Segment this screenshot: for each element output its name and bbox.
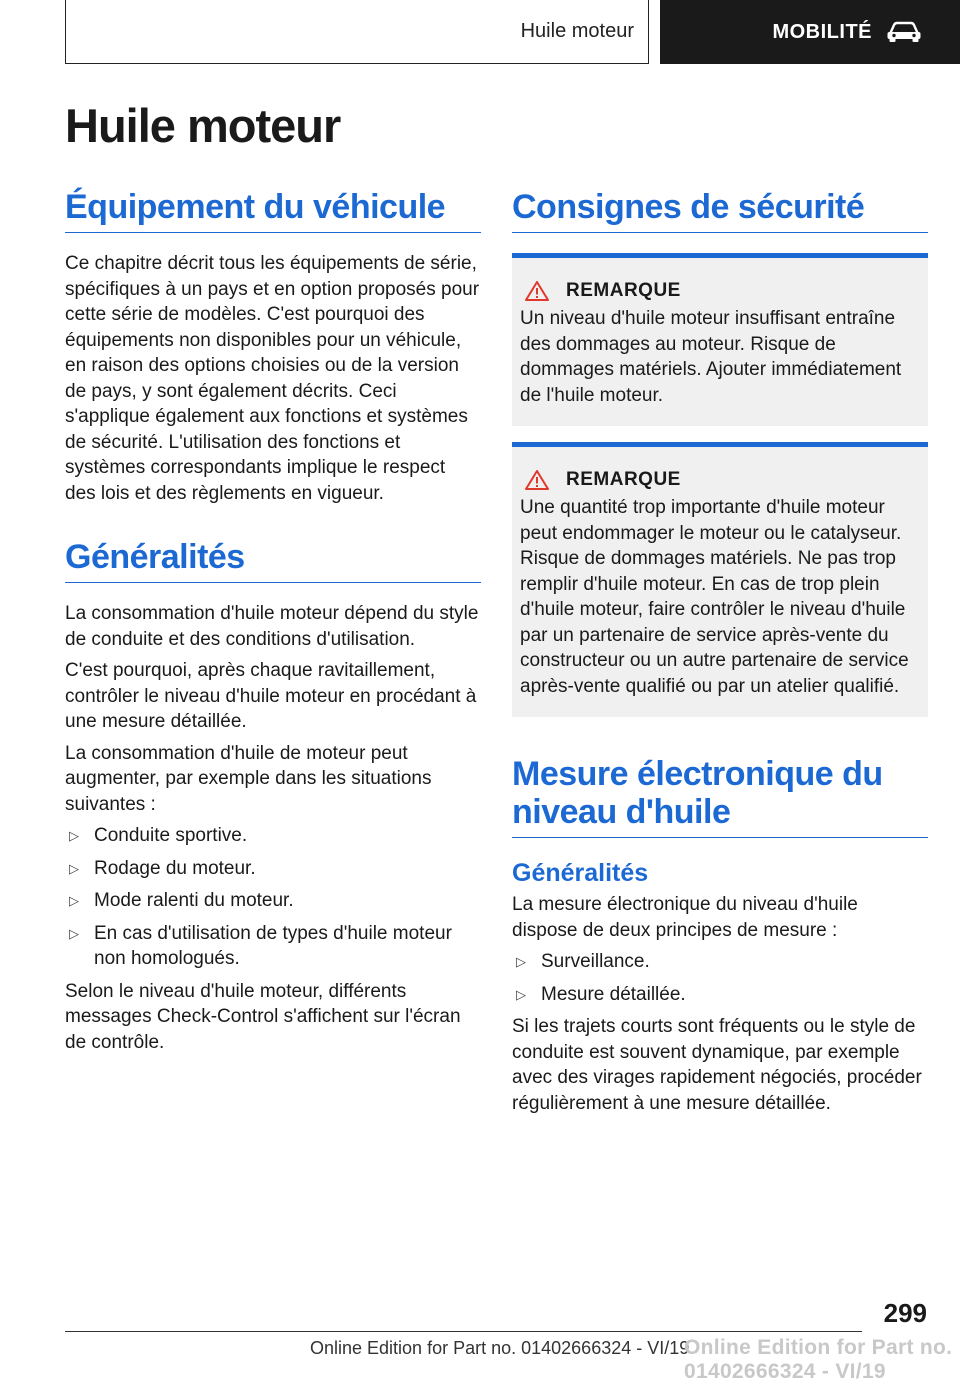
footer-divider [65, 1331, 862, 1332]
notice-box-2 [512, 442, 928, 717]
notice-text: Une quantité trop importante d'huile moteur peut endommager le moteur ou le catalyseur. Risque de dommages matériels. Ne pas trop remplir d'huile moteur. En cas de trop plein d'huile moteur, faire contrôler le niveau d'huile par un partenaire de service après-vente du constructeur ou un autre partenaire de service après-vente qualifié ou par un atelier qualifié. [520, 497, 909, 697]
list-item: ▷ Surveillance. [512, 949, 928, 975]
bullet-triangle-icon: ▷ [516, 986, 526, 1002]
notice-header [520, 469, 920, 491]
notice-box-1 [512, 253, 928, 426]
chapter-title: Huile moteur [520, 20, 634, 42]
bullet-triangle-icon: ▷ [69, 828, 79, 843]
page-title: Huile moteur [65, 99, 341, 152]
notice-text: Un niveau d'huile moteur insuffisant entraîne des dommages au moteur. Risque de dommages matériels. Ajouter immédiatement de l'huile moteur. [520, 308, 902, 406]
list-item: ▷ Conduite sportive. [65, 823, 481, 849]
measure-text-2: Si les trajets courts sont fréquents ou le style de conduite est souvent dynamique, par exemple avec des virages rapidement négociés, procéder régulièrement à une mesure détaillée. [512, 1016, 922, 1114]
watermark: Online Edition for Part no. 01402666324 - VI/19 [684, 1336, 953, 1383]
list-item: ▷ Mode ralenti du moteur. [65, 888, 481, 914]
general-text-3: La consommation d'huile de moteur peut augmenter, par exemple dans les situations suivantes : [65, 742, 432, 815]
measure-list [512, 949, 928, 1007]
bullet-triangle-icon: ▷ [69, 893, 79, 908]
right-column [512, 188, 928, 1122]
notice-header [520, 280, 920, 302]
heading-electronic-measure: Mesure électronique du niveau d'huile [512, 755, 928, 838]
general-text-4: Selon le niveau d'huile moteur, différents messages Check-Control s'affichent sur l'écran de contrôle. [65, 980, 461, 1053]
general-text-1: La consommation d'huile moteur dépend du style de conduite et des conditions d'utilisation. [65, 603, 479, 650]
notice-label: REMARQUE [566, 280, 681, 301]
chapter-tab [65, 0, 649, 64]
page-number: 299 [883, 1298, 927, 1328]
bullet-triangle-icon: ▷ [69, 860, 79, 876]
footer-edition: Online Edition for Part no. 01402666324 - VI/19 [310, 1338, 690, 1358]
heading-equipment: Équipement du véhicule [65, 188, 481, 233]
general-text-2: C'est pourquoi, après chaque ravitaillement, contrôler le niveau d'huile moteur en procédant à une mesure détaillée. [65, 660, 477, 732]
equipment-text: Ce chapitre décrit tous les équipements de série, spécifiques à un pays et en option proposés pour cette série de modèles. C'est pourquoi des équipements non disponibles pour un véhicule, en raison des options choisies ou de la version de pays, y sont également décrits. Ceci s'applique également aux fonctions et systèmes de sécurité. L'utilisation des fonctions et systèmes correspondants implique le respect des lois et des règlements en vigueur. [65, 253, 480, 504]
bullet-triangle-icon: ▷ [516, 954, 526, 969]
warning-icon [524, 280, 550, 302]
bullet-triangle-icon: ▷ [69, 925, 79, 941]
section-tab [660, 0, 960, 64]
warning-icon [524, 469, 550, 491]
consumption-list [65, 823, 481, 972]
heading-general: Généralités [65, 538, 481, 583]
notice-label: REMARQUE [566, 469, 681, 490]
subheading-general: Généralités [512, 859, 649, 887]
list-item: ▷ Mesure détaillée. [512, 982, 928, 1008]
list-item: ▷ En cas d'utilisation de types d'huile moteur non homologués. [69, 922, 452, 969]
list-item: ▷ Rodage du moteur. [65, 856, 481, 882]
left-column [65, 188, 481, 1061]
measure-text-1: La mesure électronique du niveau d'huile dispose de deux principes de mesure : [512, 894, 858, 941]
heading-safety: Consignes de sécurité [512, 188, 928, 233]
car-icon [886, 21, 922, 43]
section-title: MOBILITÉ [772, 20, 872, 43]
